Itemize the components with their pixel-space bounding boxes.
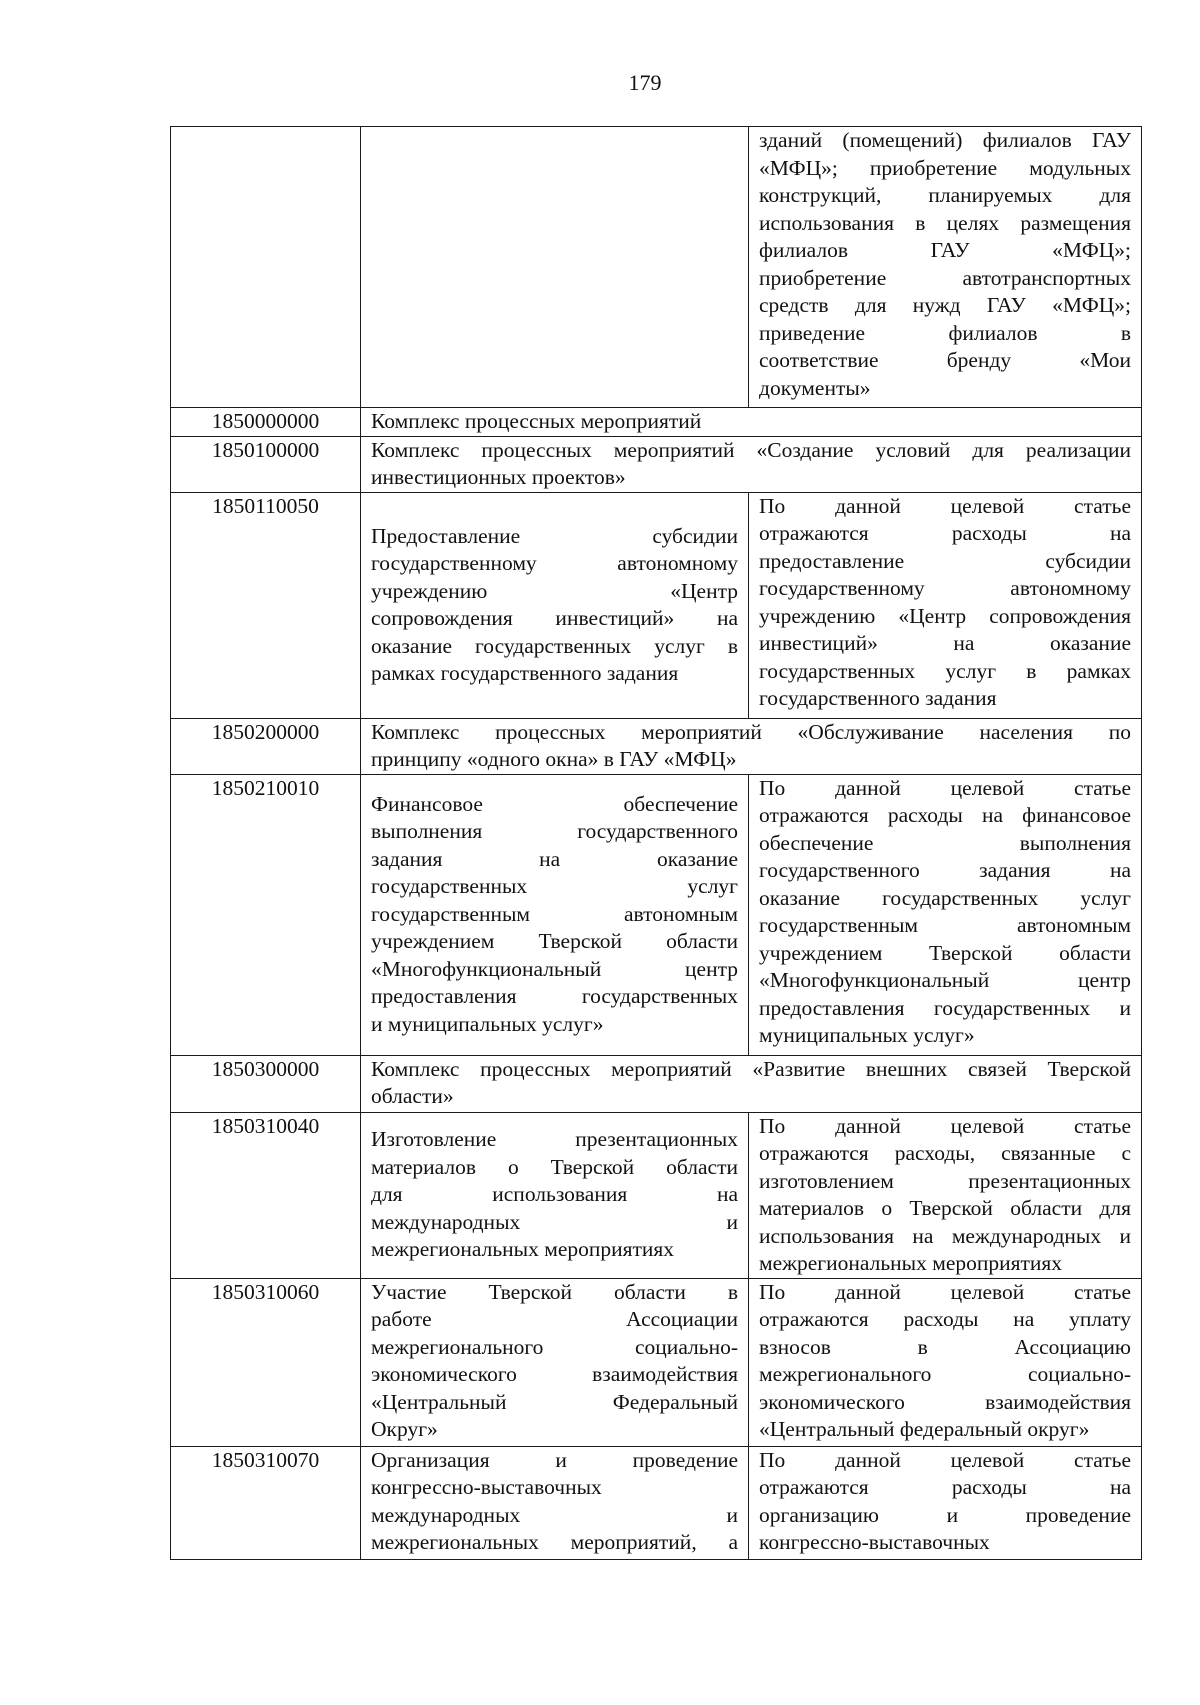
row-name: [361, 1055, 1142, 1112]
name-line: международных и: [371, 1209, 738, 1234]
desc-line: По данной целевой статье: [759, 775, 1131, 800]
desc-line: средств для нужд ГАУ «МФЦ»;: [759, 293, 1131, 317]
desc-line: соответствие бренду «Мои: [759, 348, 1131, 372]
desc-line: межрегионального социально-: [759, 1362, 1131, 1386]
name-line: межрегионального социально-: [371, 1334, 738, 1359]
row-name: [361, 774, 749, 1055]
name-line: конгрессно-выставочных: [371, 1475, 602, 1499]
row-code: 1850110050: [171, 492, 361, 718]
desc-line: оказание государственных услуг: [759, 885, 1131, 910]
row-code: 1850300000: [171, 1055, 361, 1112]
name-line: экономического взаимодействия: [371, 1362, 738, 1386]
desc-line: отражаются расходы на: [759, 521, 1131, 545]
row-name: [361, 1278, 749, 1446]
desc-line: предоставления государственных и: [759, 995, 1131, 1020]
desc-line: государственных услуг в рамках: [759, 658, 1131, 683]
name-line: выполнения государственного: [371, 819, 738, 844]
name-line: «Многофункциональный центр: [371, 956, 738, 981]
row-description: [749, 1112, 1142, 1278]
name-line: учреждению «Центр: [371, 578, 738, 603]
row-description: [749, 1278, 1142, 1446]
desc-line: государственным автономным: [759, 913, 1131, 937]
name-line: предоставления государственных: [371, 984, 738, 1009]
row-name: [361, 492, 749, 718]
desc-line: инвестиций» на оказание: [759, 631, 1131, 655]
desc-line: приведение филиалов в: [759, 320, 1131, 345]
row-name: [361, 1112, 749, 1278]
name-line: государственным автономным: [371, 901, 738, 926]
desc-line: государственного задания: [759, 686, 997, 710]
table-row: [171, 1112, 1142, 1278]
row-name: Комплекс процессных мероприятий: [361, 408, 1142, 437]
name-line: Изготовление презентационных: [371, 1127, 738, 1152]
name-line: инвестиционных проектов»: [371, 465, 626, 489]
desc-line: отражаются расходы на: [759, 1475, 1131, 1499]
desc-line: государственному автономному: [759, 576, 1131, 600]
row-description: [749, 492, 1142, 718]
row-name: [361, 127, 749, 408]
table-row: [171, 1446, 1142, 1559]
row-name: [361, 718, 1142, 774]
name-line: Комплекс процессных мероприятий «Создание условий для реализации: [371, 437, 1131, 462]
name-line: для использования на: [371, 1182, 738, 1207]
desc-line: предоставление субсидии: [759, 548, 1131, 573]
name-line: межрегиональных мероприятиях: [371, 1237, 675, 1262]
desc-line: материалов о Тверской области для: [759, 1196, 1131, 1220]
table-row: [171, 718, 1142, 774]
budget-classification-table: [170, 126, 1142, 1560]
desc-line: По данной целевой статье: [759, 1279, 1131, 1304]
desc-line: использования на международных и: [759, 1223, 1131, 1248]
name-line: Комплекс процессных мероприятий «Развитие внешних связей Тверской: [371, 1056, 1131, 1081]
desc-line: отражаются расходы на финансовое: [759, 803, 1131, 827]
name-line: и муниципальных услуг»: [371, 1011, 604, 1036]
table-row: [171, 774, 1142, 1055]
desc-line: взносов в Ассоциацию: [759, 1334, 1131, 1359]
row-code: 1850310040: [171, 1112, 361, 1278]
desc-line: «Центральный федеральный округ»: [759, 1417, 1090, 1441]
row-code: 1850310060: [171, 1278, 361, 1446]
row-name: [361, 1446, 749, 1559]
desc-line: экономического взаимодействия: [759, 1389, 1131, 1414]
name-line: учреждением Тверской области: [371, 929, 738, 954]
name-line: сопровождения инвестиций» на: [371, 606, 738, 630]
row-code: 1850310070: [171, 1446, 361, 1559]
desc-line: зданий (помещений) филиалов ГАУ: [759, 128, 1131, 152]
name-line: межрегиональных мероприятий, а: [371, 1530, 738, 1554]
row-name: [361, 436, 1142, 492]
name-line: Предоставление субсидии: [371, 523, 738, 548]
row-description: [749, 1446, 1142, 1559]
desc-line: документы»: [759, 375, 871, 400]
desc-line: приобретение автотранспортных: [759, 265, 1131, 290]
name-line: задания на оказание: [371, 846, 738, 871]
row-description: [749, 127, 1142, 408]
desc-line: По данной целевой статье: [759, 1113, 1131, 1138]
row-code: 1850100000: [171, 436, 361, 492]
page-number: 179: [628, 70, 662, 95]
name-line: Округ»: [371, 1417, 438, 1441]
desc-line: государственного задания на: [759, 858, 1131, 882]
name-line: Участие Тверской области в: [371, 1279, 738, 1304]
row-code: [171, 127, 361, 408]
desc-line: «МФЦ»; приобретение модульных: [759, 155, 1131, 180]
desc-line: «Многофункциональный центр: [759, 968, 1131, 992]
row-code: 1850210010: [171, 774, 361, 1055]
desc-line: обеспечение выполнения: [759, 830, 1131, 855]
name-line: материалов о Тверской области: [371, 1154, 738, 1179]
row-code: 1850200000: [171, 718, 361, 774]
name-line: принципу «одного окна» в ГАУ «МФЦ»: [371, 747, 737, 771]
desc-line: отражаются расходы, связанные с: [759, 1141, 1131, 1165]
desc-line: По данной целевой статье: [759, 1447, 1131, 1472]
name-line: международных и: [371, 1502, 738, 1527]
desc-line: филиалов ГАУ «МФЦ»;: [759, 238, 1131, 262]
desc-line: использования в целях размещения: [759, 210, 1131, 235]
name-line: государственному автономному: [371, 551, 738, 575]
desc-line: учреждению «Центр сопровождения: [759, 603, 1131, 628]
name-line: оказание государственных услуг в: [371, 633, 738, 658]
name-line: Финансовое обеспечение: [371, 791, 738, 816]
desc-line: изготовлением презентационных: [759, 1168, 1131, 1193]
desc-line: отражаются расходы на уплату: [759, 1307, 1131, 1331]
table-row: [171, 436, 1142, 492]
row-code: 1850000000: [171, 408, 361, 437]
desc-line: учреждением Тверской области: [759, 940, 1131, 965]
desc-line: конструкций, планируемых для: [759, 183, 1131, 207]
table-row: [171, 408, 1142, 437]
desc-line: По данной целевой статье: [759, 493, 1131, 518]
name-line: государственных услуг: [371, 874, 738, 899]
name-line: рамках государственного задания: [371, 661, 679, 685]
name-line: работе Ассоциации: [371, 1307, 738, 1331]
table-row: [171, 1278, 1142, 1446]
desc-line: межрегиональных мероприятиях: [759, 1251, 1063, 1275]
table-row: [171, 127, 1142, 408]
desc-line: организацию и проведение: [759, 1502, 1131, 1527]
row-description: [749, 774, 1142, 1055]
desc-line: муниципальных услуг»: [759, 1023, 975, 1047]
table-row: [171, 492, 1142, 718]
desc-line: конгрессно-выставочных: [759, 1530, 990, 1554]
name-line: «Центральный Федеральный: [371, 1389, 738, 1414]
name-line: Организация и проведение: [371, 1447, 738, 1472]
name-line: Комплекс процессных мероприятий «Обслуживание населения по: [371, 719, 1131, 744]
table-row: [171, 1055, 1142, 1112]
name-line: области»: [371, 1084, 454, 1108]
